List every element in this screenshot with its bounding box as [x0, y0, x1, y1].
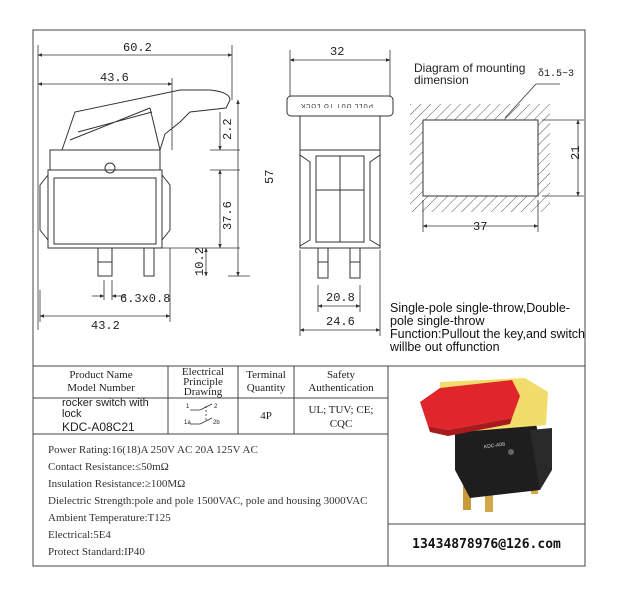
- dim-front-base-width: 43.2: [91, 319, 120, 333]
- function-description: Function:Pullout the key,and switch willbe out offunction: [390, 327, 586, 354]
- pin-label-1a: 1a: [184, 420, 191, 426]
- dim-front-total-height: 57: [263, 169, 277, 184]
- header-safety-line1: Safety: [326, 369, 356, 381]
- header-electrical-line3: Drawing: [183, 386, 223, 398]
- header-safety: [294, 369, 388, 395]
- product-name: rocker switch with lock: [62, 397, 149, 420]
- dim-front-terminal-length: 10.2: [193, 247, 207, 276]
- safety-line-2: CQC: [329, 418, 353, 430]
- header-terminal-line2: Quantity: [246, 382, 286, 394]
- dim-front-step: 2.2: [221, 118, 235, 140]
- header-electrical: [168, 367, 238, 397]
- mounting-title: Diagram of mounting dimension: [414, 61, 526, 87]
- header-model-number: Model Number: [67, 382, 135, 394]
- spec-protect-standard: Protect Standard:IP40: [48, 546, 145, 558]
- switch-type-description: Single-pole single-throw,Double-pole single-throw: [390, 301, 570, 328]
- spec-power-rating: Power Rating:16(18)A 250V AC 20A 125V AC: [48, 444, 258, 456]
- pin-label-2: 2: [214, 404, 218, 410]
- dim-side-terminal-span: 20.8: [326, 291, 355, 305]
- header-product-name: Product Name: [69, 369, 133, 381]
- dim-front-upper-width: 43.6: [100, 71, 129, 85]
- dim-mount-width: 37: [473, 220, 488, 234]
- header-terminal-line1: Terminal: [246, 369, 286, 381]
- header-terminal: [238, 369, 294, 395]
- mounting-cutout-drawing: [410, 104, 550, 212]
- dim-front-total-width: 60.2: [123, 41, 152, 55]
- dim-terminal-size: 6.3x0.8: [120, 292, 171, 306]
- safety-line-1: UL; TUV; CE;: [308, 404, 374, 416]
- pin-label-2b: 2b: [213, 420, 220, 426]
- front-dimension-lines: [38, 45, 250, 333]
- side-lock-label: PULL OUT TO LOCK: [300, 102, 373, 108]
- spec-ambient-temperature: Ambient Temperature:T125: [48, 512, 171, 524]
- dim-side-top-width: 32: [330, 45, 345, 59]
- header-electrical-line1: Electrical: [181, 366, 225, 378]
- contact-email: 13434878976@126.com: [412, 537, 561, 552]
- side-view-drawing: [287, 96, 393, 278]
- product-photo-label: KDC-A08: [483, 441, 506, 451]
- dim-front-body-height: 37.6: [221, 201, 235, 230]
- dim-mount-thickness: δ1.5~3: [538, 69, 575, 80]
- dim-mount-height: 21: [569, 145, 583, 160]
- spec-electrical: Electrical:5E4: [48, 529, 111, 541]
- safety-certifications: [294, 403, 388, 431]
- terminal-quantity: 4P: [260, 410, 272, 422]
- dim-side-base-width: 24.6: [326, 315, 355, 329]
- header-product: [34, 369, 168, 395]
- spec-dielectric-strength: Dielectric Strength:pole and pole 1500VAC, pole and housing 3000VAC: [48, 495, 368, 507]
- header-safety-line2: Authentication: [308, 382, 374, 394]
- header-electrical-line2: Principle: [183, 376, 223, 388]
- spec-contact-resistance: Contact Resistance:≤50mΩ: [48, 461, 169, 473]
- pin-label-1: 1: [186, 404, 190, 410]
- model-number: KDC-A08C21: [62, 420, 135, 434]
- spec-insulation-resistance: Insulation Resistance:≥100MΩ: [48, 478, 186, 490]
- electrical-principle-drawing: [190, 404, 212, 424]
